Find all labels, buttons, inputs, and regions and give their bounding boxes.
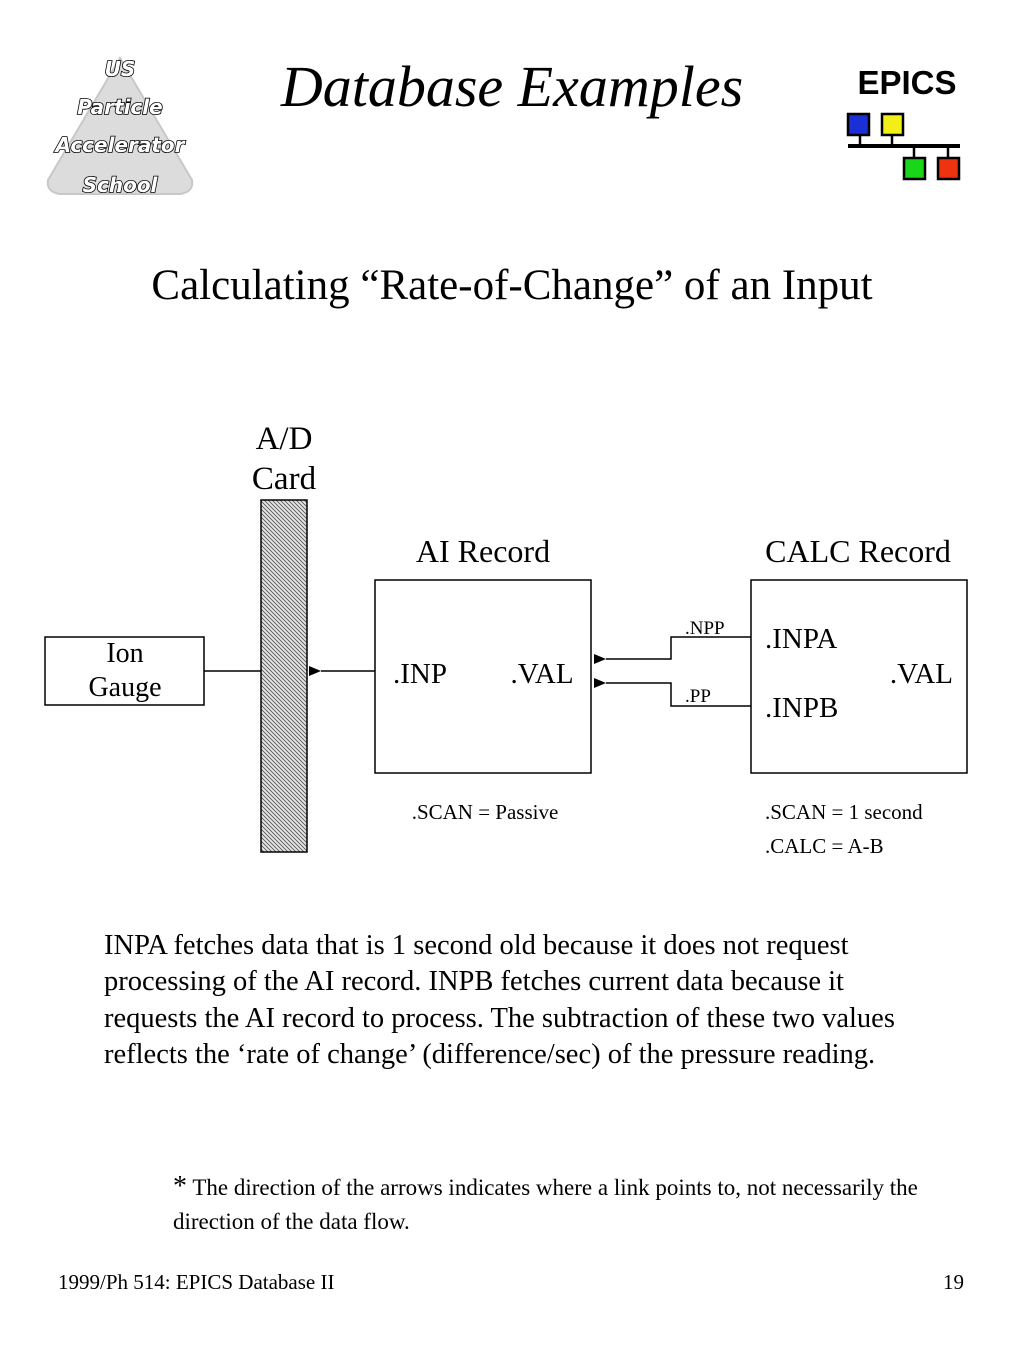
epics-label: EPICS: [857, 64, 957, 101]
logo-text-line-2: Particle: [77, 95, 163, 119]
page-title: Database Examples: [280, 54, 744, 119]
calc-record-title: CALC Record: [765, 533, 951, 569]
calc-scan-setting: .SCAN = 1 second: [765, 800, 923, 824]
footnote-asterisk: *: [173, 1171, 187, 1202]
npp-link-arrow: [606, 637, 751, 659]
calc-inpa-field: .INPA: [765, 623, 838, 655]
ad-card-label-line-1: A/D: [255, 421, 313, 457]
logo-text-line-4: School: [82, 173, 158, 197]
ion-gauge-label-line-1: Ion: [106, 638, 144, 669]
pp-link-label: .PP: [685, 686, 711, 707]
explanation-paragraph: INPA fetches data that is 1 second old because it does not request processing of the AI record. INPB fetches current data because it requests the AI record to process. The subtraction of these two values reflects the ‘rate of change’ (difference/sec) of the pressure reading.: [104, 930, 895, 1070]
page-number: 19: [943, 1270, 964, 1294]
footnote-text: The direction of the arrows indicates where a link points to, not necessarily the direction of the data flow.: [173, 1175, 918, 1234]
footer-course-label: 1999/Ph 514: EPICS Database II: [58, 1270, 335, 1294]
ad-card-bar: [261, 500, 307, 852]
footnote: [173, 1170, 933, 1239]
slide-subtitle: Calculating “Rate-of-Change” of an Input: [151, 262, 873, 309]
pp-link-arrow: [606, 683, 751, 706]
ion-gauge-label-line-2: Gauge: [88, 672, 162, 703]
calc-inpb-field: .INPB: [765, 692, 839, 724]
ai-val-field: .VAL: [510, 658, 574, 690]
logo-text-line-3: Accelerator: [55, 133, 185, 157]
calc-val-field: .VAL: [889, 658, 953, 690]
ai-scan-setting: .SCAN = Passive: [411, 800, 559, 824]
logo-text-line-1: US: [104, 57, 136, 81]
npp-link-label: .NPP: [685, 618, 725, 639]
ai-inp-field: .INP: [393, 658, 447, 690]
ad-card-label-line-2: Card: [251, 461, 317, 497]
calc-calc-setting: .CALC = A-B: [765, 834, 884, 858]
ai-record-title: AI Record: [415, 533, 551, 569]
